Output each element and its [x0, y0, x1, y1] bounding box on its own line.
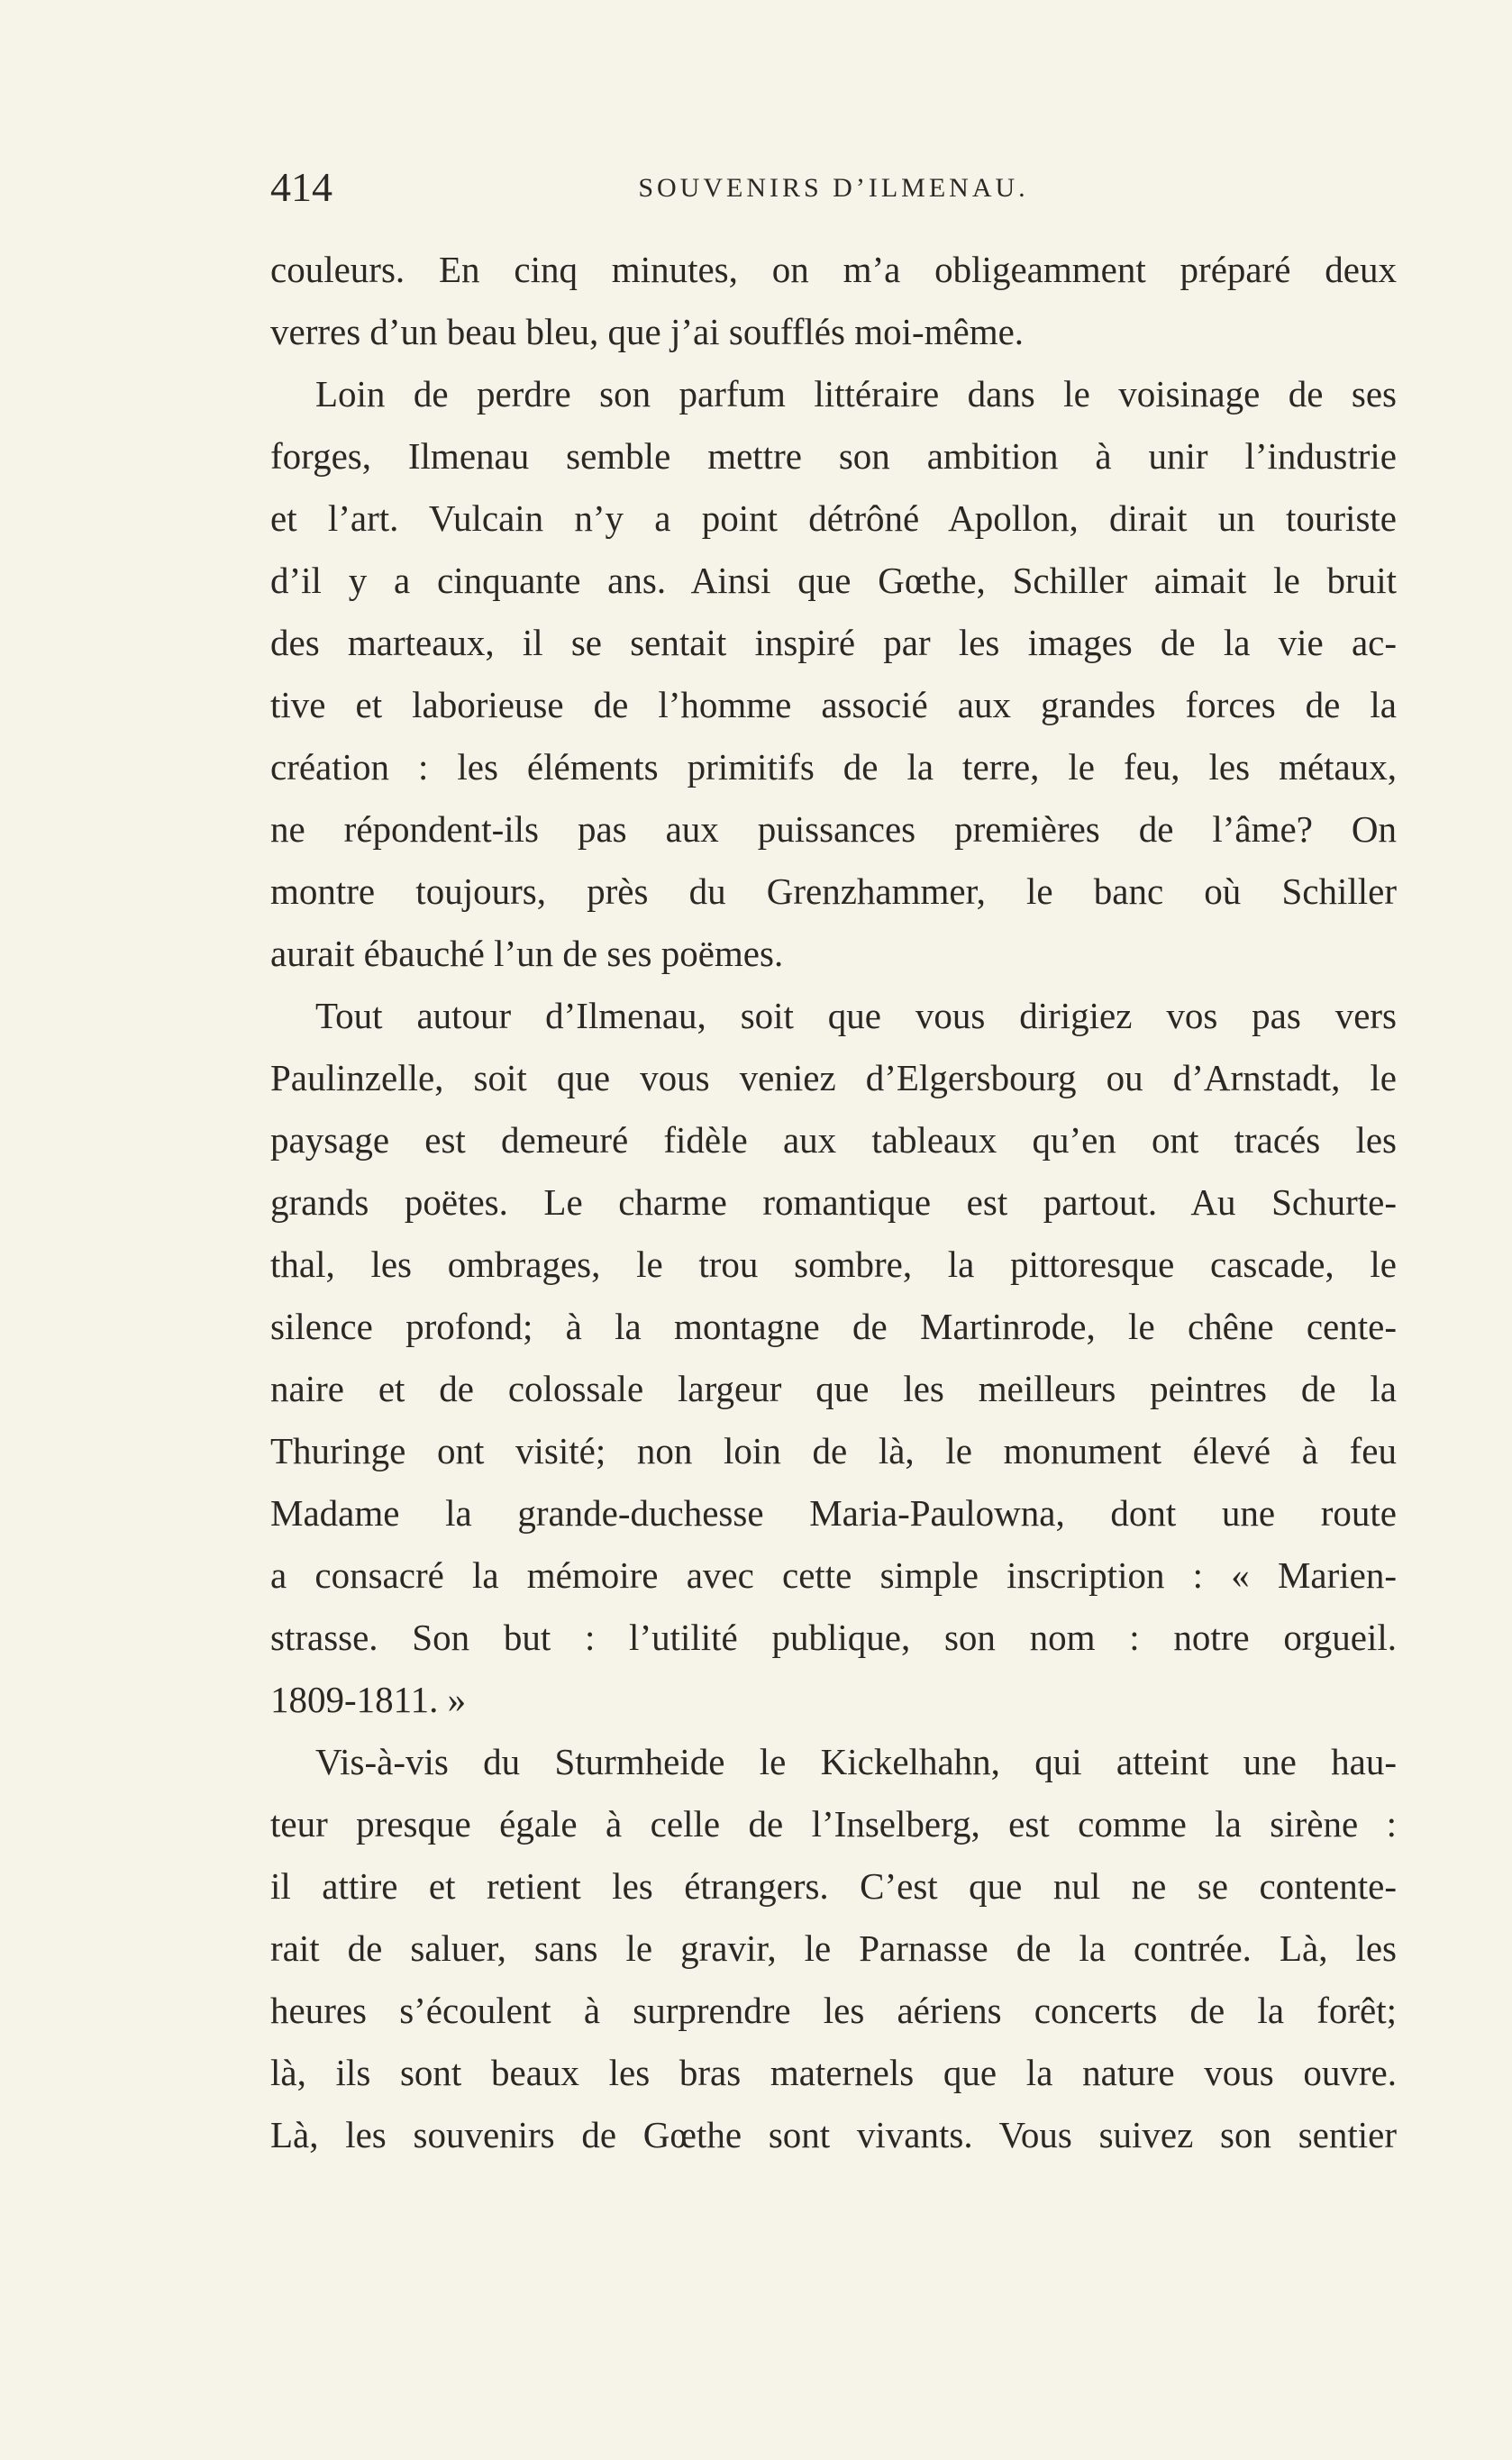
- page-number: 414: [270, 164, 332, 210]
- text-line: silence profond; à la montagne de Martinrode, le chêne cente-: [270, 1306, 1397, 1347]
- text-line: forges, Ilmenau semble mettre son ambition à unir l’industrie: [270, 435, 1397, 477]
- text-line: ne répondent-ils pas aux puissances premières de l’âme? On: [270, 808, 1397, 850]
- text-line: Vis-à-vis du Sturmheide le Kickelhahn, qui atteint une hau-: [315, 1741, 1397, 1782]
- text-line: verres d’un beau bleu, que j’ai soufflés moi-même.: [270, 311, 1025, 352]
- page-header: [270, 160, 1397, 214]
- text-line: Loin de perdre son parfum littéraire dans le voisinage de ses: [315, 373, 1397, 415]
- text-line: aurait ébauché l’un de ses poëmes.: [270, 933, 784, 974]
- text-line: tive et laborieuse de l’homme associé aux grandes forces de la: [270, 684, 1397, 725]
- text-line: couleurs. En cinq minutes, on m’a obligeamment préparé deux: [270, 249, 1397, 290]
- body-text: [270, 239, 1397, 2166]
- text-line: il attire et retient les étrangers. C’est que nul ne se contente-: [270, 1865, 1397, 1907]
- text-line: teur presque égale à celle de l’Inselberg, est comme la sirène :: [270, 1803, 1397, 1845]
- text-line: strasse. Son but : l’utilité publique, son nom : notre orgueil.: [270, 1617, 1397, 1658]
- text-line: des marteaux, il se sentait inspiré par les images de la vie ac-: [270, 622, 1397, 663]
- text-line: Tout autour d’Ilmenau, soit que vous dirigiez vos pas vers: [315, 995, 1397, 1036]
- text-line: Là, les souvenirs de Gœthe sont vivants. Vous suivez son sentier: [270, 2114, 1397, 2155]
- text-line: Thuringe ont visité; non loin de là, le monument élevé à feu: [270, 1430, 1397, 1471]
- text-line: thal, les ombrages, le trou sombre, la pittoresque cascade, le: [270, 1244, 1397, 1285]
- text-line: Madame la grande-duchesse Maria-Paulowna, dont une route: [270, 1492, 1397, 1534]
- text-line: grands poëtes. Le charme romantique est partout. Au Schurte-: [270, 1181, 1397, 1223]
- text-line: heures s’écoulent à surprendre les aériens concerts de la forêt;: [270, 1990, 1397, 2031]
- text-line: a consacré la mémoire avec cette simple inscription : « Marien-: [270, 1554, 1397, 1596]
- running-title: SOUVENIRS D’ILMENAU.: [638, 173, 1029, 203]
- text-line: naire et de colossale largeur que les meilleurs peintres de la: [270, 1368, 1397, 1409]
- text-line: d’il y a cinquante ans. Ainsi que Gœthe, Schiller aimait le bruit: [270, 560, 1397, 601]
- text-line: paysage est demeuré fidèle aux tableaux qu’en ont tracés les: [270, 1119, 1397, 1161]
- text-line: rait de saluer, sans le gravir, le Parnasse de la contrée. Là, les: [270, 1927, 1397, 1969]
- text-line: création : les éléments primitifs de la terre, le feu, les métaux,: [270, 746, 1397, 788]
- text-line: et l’art. Vulcain n’y a point détrôné Apollon, dirait un touriste: [270, 497, 1397, 539]
- text-line: 1809-1811. »: [270, 1679, 467, 1720]
- text-line: Paulinzelle, soit que vous veniez d’Elgersbourg ou d’Arnstadt, le: [270, 1057, 1397, 1098]
- text-line: montre toujours, près du Grenzhammer, le banc où Schiller: [270, 870, 1397, 912]
- text-line: là, ils sont beaux les bras maternels que la nature vous ouvre.: [270, 2052, 1397, 2093]
